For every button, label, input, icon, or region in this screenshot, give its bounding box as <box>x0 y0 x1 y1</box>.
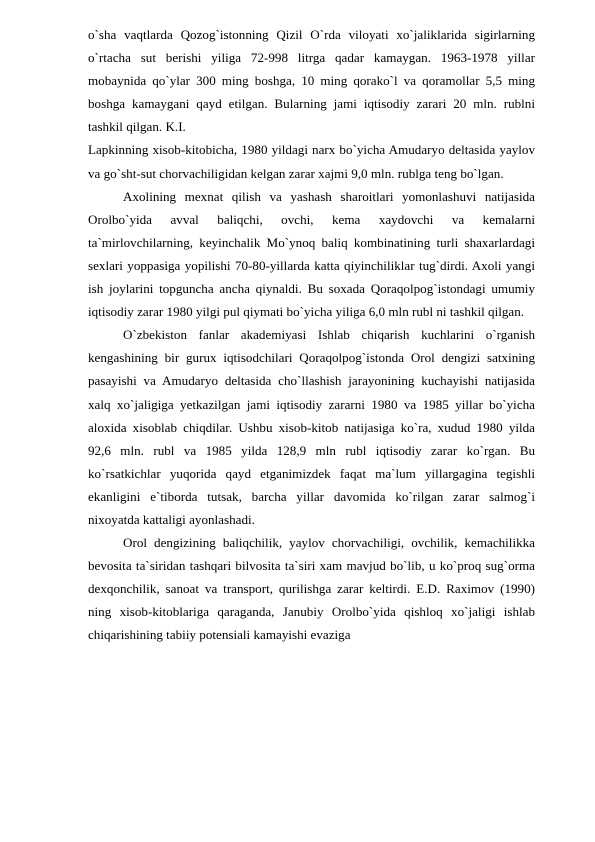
paragraph-lapkin-estimate: Lapkinning xisob-kitobicha, 1980 yildagi narx bo`yicha Amudaryo deltasida yaylov va go`sht-sut chorvachiligidan kelgan zarar xajmi 9,0 mln. rublga teng bo`lgan. <box>88 142 535 181</box>
paragraph-academy-economists: O`zbekiston fanlar akademiyasi Ishlab chiqarish kuchlarini o`rganish kengashining bir gurux iqtisodchilari Qoraqolpog`istonda Orol dengizi satxining pasayishi va Amudaryo deltasida cho`llashish jarayonining kuchayishi natijasida xalq xo`jaligiga yetkazilgan jami iqtisodiy zararni 1980 va 1985 yillar bo`yicha aloxida xisoblab chiqdilar. Ushbu xisob-kitob natijasiga ko`ra, xudud 1980 yilda 92,6 mln. rubl va 1985 yilda 128,9 mln rubl iqtisodiy zarar ko`rgan. Bu ko`rsatkichlar yuqorida qayd etganimizdek faqat ma`lum yillargagina tegishli ekanligini e`tiborda tutsak, barcha yillar davomida ko`rilgan zarar salmog`i nixoyatda kattaligi ayonlashadi. <box>88 327 535 527</box>
paragraph-cow-milk-decline: o`sha vaqtlarda Qozog`istonning Qizil O`rda viloyati xo`jaliklarida sigirlarning o`rtacha sut berishi yiliga 72-998 litrga qadar kamaygan. 1963-1978 yillar mobaynida qo`ylar 300 ming boshga, 10 ming qorako`l va qoramollar 5,5 ming boshga kamaygani qayd etilgan. Bularning jami iqtisodiy zarari 20 mln. rublni tashkil qilgan. K.I. <box>88 27 535 135</box>
document-page <box>88 23 535 647</box>
paragraph-indirect-impact: Orol dengizining baliqchilik, yaylov chorvachiligi, ovchilik, kemachilikka bevosita ta`siridan tashqari bilvosita ta`siri xam mavjud bo`lib, u ko`proq sug`orma dexqonchilik, sanoat va transport, qurilishga zarar keltirdi. E.D. Raximov (1990) ning xisob-kitoblariga qaraganda, Janubiy Orolbo`yida qishloq xo`jaligi ishlab chiqarishining tabiiy potensiali kamayishi evaziga <box>88 535 535 643</box>
paragraph-population-conditions: Axolining mexnat qilish va yashash sharoitlari yomonlashuvi natijasida Orolbo`yida avval baliqchi, ovchi, kema xaydovchi va kemalarni ta`mirlovchilarning, keyinchalik Mo`ynoq baliq kombinatining turli shaxarlardagi sexlari yoppasiga yopilishi 70-80-yillarda katta qiyinchiliklar tug`dirdi. Axoli yangi ish joylarini topguncha ancha qiynaldi. Bu soxada Qoraqolpog`istondagi umumiy iqtisodiy zarar 1980 yilgi pul qiymati bo`yicha yiliga 6,0 mln rubl ni tashkil qilgan. <box>88 188 535 320</box>
